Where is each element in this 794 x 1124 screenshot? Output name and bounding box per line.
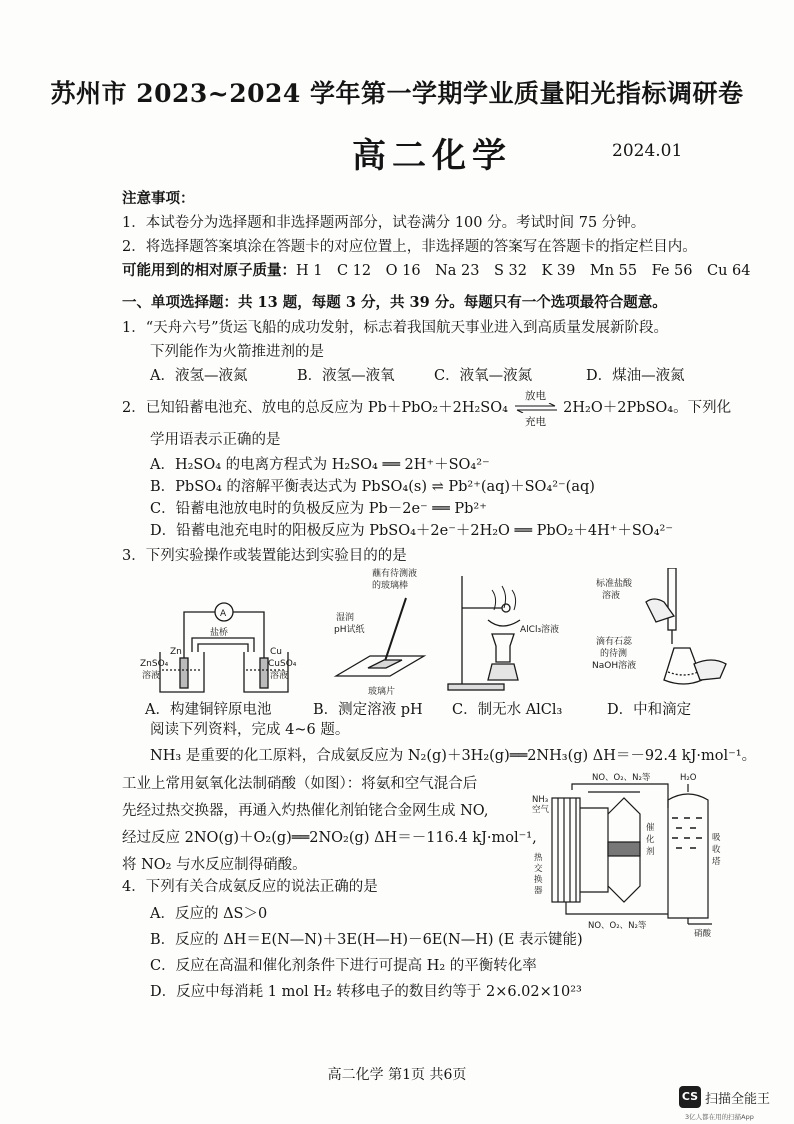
subject-title: 高二化学 bbox=[352, 136, 512, 176]
nitric-acid-diagram bbox=[528, 768, 728, 938]
q2-option-d[interactable]: D．铅蓄电池充电时的阳极反应为 PbSO₄＋2e⁻＋2H₂O ══ PbO₂＋4H⁺＋SO₄²⁻ bbox=[150, 523, 673, 539]
section-heading: 一、单项选择题：共 13 题，每题 3 分，共 39 分。每题只有一个选项最符合题意。 bbox=[122, 294, 667, 311]
q2-stem-line2: 学用语表示正确的是 bbox=[150, 432, 281, 448]
top-gases-label: NO、O₂、N₂等 bbox=[592, 773, 651, 783]
watermark-tagline: 3亿人都在用的扫描App bbox=[685, 1113, 754, 1121]
atomic-mass-values: H 1 C 12 O 16 Na 23 S 32 K 39 Mn 55 Fe 56 Cu 64 bbox=[296, 263, 751, 279]
nh3-inlet-label: NH₃ bbox=[532, 795, 549, 805]
reading-p2: 工业上常用氨氧化法制硝酸（如图）：将氨和空气混合后 bbox=[122, 776, 478, 792]
q4-option-b[interactable]: B．反应的 ΔH＝E(N—N)＋3E(H—H)－6E(N—H) (E 表示键能) bbox=[150, 932, 583, 948]
q1-option-a[interactable]: A．液氢—液氮 bbox=[150, 368, 248, 384]
reading-p4: 经过反应 2NO(g)＋O₂(g)══2NO₂(g) ΔH＝－116.4 kJ·mol⁻¹, bbox=[122, 830, 537, 846]
arrow-top-label: 放电 bbox=[525, 390, 547, 402]
q3-option-a[interactable]: A．构建铜锌原电池 bbox=[145, 702, 272, 718]
flask-label-2: 的待测 bbox=[600, 649, 628, 659]
q4-option-c[interactable]: C．反应在高温和催化剂条件下进行可提高 H₂ 的平衡转化率 bbox=[150, 958, 537, 974]
q3-option-b[interactable]: B．测定溶液 pH bbox=[313, 702, 423, 718]
exam-title: 苏州市 2023~2024 学年第一学期学业质量阳光指标调研卷 bbox=[50, 79, 744, 108]
q3-diagrams bbox=[140, 568, 740, 698]
diagram-evaporation bbox=[448, 576, 559, 690]
atomic-mass-label: 可能用到的相对原子质量： bbox=[122, 262, 296, 279]
q4-option-d[interactable]: D．反应中每消耗 1 mol H₂ 转移电子的数目约等于 2×6.02×10²³ bbox=[150, 984, 582, 1000]
q3-option-d[interactable]: D．中和滴定 bbox=[607, 702, 692, 718]
diagram-ph-test bbox=[334, 568, 424, 697]
exam-date: 2024.01 bbox=[612, 141, 683, 161]
q2-option-b[interactable]: B．PbSO₄ 的溶解平衡表达式为 PbSO₄(s) ⇌ Pb²⁺(aq)＋SO₄²⁻(aq) bbox=[150, 479, 595, 495]
alcl3-solution-label: AlCl₃溶液 bbox=[520, 625, 560, 635]
q3-stem: 3．下列实验操作或装置能达到实验目的的是 bbox=[122, 548, 407, 564]
q1-stem-line1: 1．“天舟六号”货运飞船的成功发射，标志着我国航天事业进入到高质量发展新阶段。 bbox=[122, 320, 669, 336]
zn-label: Zn bbox=[170, 647, 182, 657]
bottom-gases-label: NO、O₂、N₂等 bbox=[588, 921, 647, 931]
notes-item-1: 1．本试卷分为选择题和非选择题两部分，试卷满分 100 分。考试时间 75 分钟。 bbox=[122, 215, 646, 231]
tower-label-2: 收 bbox=[712, 845, 721, 855]
catalyst-label-2: 化 bbox=[646, 835, 655, 845]
q3-option-c[interactable]: C．制无水 AlCl₃ bbox=[452, 702, 563, 718]
q1-stem-line2: 下列能作为火箭推进剂的是 bbox=[150, 344, 324, 360]
q1-option-d[interactable]: D．煤油—液氮 bbox=[586, 368, 685, 384]
water-label: H₂O bbox=[680, 773, 697, 783]
glass-plate-label: 玻璃片 bbox=[368, 687, 396, 697]
air-inlet-label: 空气 bbox=[532, 805, 550, 815]
nitric-acid-label: 硝酸 bbox=[694, 929, 712, 938]
glass-rod-label-2: 的玻璃棒 bbox=[372, 581, 409, 591]
q2-option-a[interactable]: A．H₂SO₄ 的电离方程式为 H₂SO₄ ══ 2H⁺＋SO₄²⁻ bbox=[150, 457, 490, 473]
znso4-label: ZnSO₄ bbox=[140, 659, 169, 669]
znso4-solution-label: 溶液 bbox=[142, 671, 161, 681]
tower-label-1: 吸 bbox=[712, 833, 721, 843]
notes-item-2: 2．将选择题答案填涂在答题卡的对应位置上，非选择题的答案写在答题卡的指定栏目内。 bbox=[122, 239, 697, 255]
camscanner-logo-icon: CS bbox=[679, 1086, 701, 1108]
q2-stem-prefix: 2．已知铅蓄电池充、放电的总反应为 Pb＋PbO₂＋2H₂SO₄ bbox=[122, 400, 508, 416]
reading-p3: 先经过热交换器，再通入灼热催化剂铂铑合金网生成 NO, bbox=[122, 803, 489, 819]
q2-stem-line1 bbox=[122, 390, 732, 428]
exchanger-label-4: 器 bbox=[534, 886, 543, 896]
exchanger-label-3: 换 bbox=[534, 875, 543, 885]
q4-option-a[interactable]: A．反应的 ΔS＞0 bbox=[150, 906, 268, 922]
catalyst-label-1: 催 bbox=[646, 823, 655, 833]
reading-p1: NH₃ 是重要的化工原料，合成氨反应为 N₂(g)＋3H₂(g)══2NH₃(g) ΔH＝－92.4 kJ·mol⁻¹。 bbox=[150, 748, 757, 764]
ph-paper-label-2: pH试纸 bbox=[334, 625, 365, 635]
glass-rod-label-1: 蘸有待测液 bbox=[372, 569, 418, 579]
reading-intro: 阅读下列资料，完成 4~6 题。 bbox=[150, 722, 350, 738]
page-footer: 高二化学 第1页 共6页 bbox=[327, 1067, 467, 1083]
reading-p5: 将 NO₂ 与水反应制得硝酸。 bbox=[122, 857, 307, 873]
cu-label: Cu bbox=[270, 647, 282, 657]
cuso4-label: CuSO₄ bbox=[268, 659, 297, 669]
exchanger-label-2: 交 bbox=[534, 864, 543, 874]
scanner-watermark bbox=[679, 1086, 771, 1121]
ammeter-label: A bbox=[220, 609, 227, 619]
q1-option-c[interactable]: C．液氧—液氮 bbox=[434, 368, 533, 384]
catalyst-label-3: 剂 bbox=[646, 847, 655, 857]
reversible-arrow bbox=[513, 390, 559, 428]
ph-paper-label-1: 湿润 bbox=[336, 613, 355, 623]
arrow-bottom-label: 充电 bbox=[525, 416, 547, 428]
q4-stem: 4．下列有关合成氨反应的说法正确的是 bbox=[122, 879, 378, 895]
salt-bridge-label: 盐桥 bbox=[210, 628, 229, 638]
burette-label-1: 标准盐酸 bbox=[596, 579, 633, 589]
burette-label-2: 溶液 bbox=[602, 591, 621, 601]
flask-label-3: NaOH溶液 bbox=[592, 661, 637, 671]
q1-option-b[interactable]: B．液氢—液氧 bbox=[297, 368, 395, 384]
q2-option-c[interactable]: C．铅蓄电池放电时的负极反应为 Pb－2e⁻ ══ Pb²⁺ bbox=[150, 501, 487, 517]
diagram-titration bbox=[592, 568, 726, 684]
flask-label-1: 滴有石蕊 bbox=[596, 637, 633, 647]
q2-stem-suffix: 2H₂O＋2PbSO₄。下列化 bbox=[563, 400, 732, 416]
watermark-name: 扫描全能王 bbox=[705, 1091, 771, 1107]
exchanger-label-1: 热 bbox=[534, 853, 543, 863]
diagram-galvanic-cell bbox=[140, 603, 297, 692]
notes-heading: 注意事项： bbox=[122, 190, 195, 207]
atomic-masses bbox=[122, 261, 751, 281]
cuso4-solution-label: 溶液 bbox=[270, 671, 289, 681]
tower-label-3: 塔 bbox=[712, 857, 721, 867]
